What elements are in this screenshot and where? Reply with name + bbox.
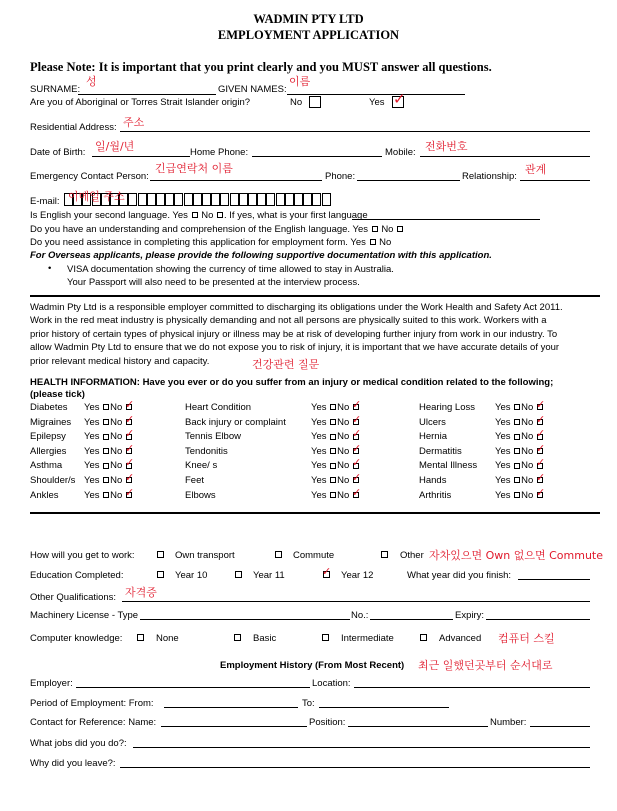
condition-yes-no (495, 457, 546, 472)
condition-yes-checkbox[interactable] (103, 448, 109, 454)
condition-yes-no (84, 413, 135, 428)
yes-label: Yes (495, 402, 511, 413)
condition-label: Back injury or complaint (185, 416, 286, 428)
condition-label: Diabetes (30, 402, 68, 413)
no-label: No (521, 489, 534, 501)
condition-yes-checkbox[interactable] (514, 434, 520, 440)
condition-no-checkbox[interactable] (535, 399, 546, 413)
condition-no-checkbox[interactable] (535, 413, 546, 428)
emergency-field[interactable] (150, 180, 322, 181)
statement-line: Work in the red meat industry is physically demanding and not all persons are physically suited to this work. Workers with a (30, 315, 547, 327)
no-label: No (337, 475, 350, 486)
no-label: No (521, 431, 534, 443)
yes-label: Yes (311, 489, 327, 501)
given-names-label: GIVEN NAMES: (218, 84, 287, 95)
condition-label: Ulcers (419, 416, 446, 428)
home-phone-label: Home Phone: (190, 147, 249, 158)
company-name: WADMIN PTY LTD (253, 12, 364, 26)
other-transport-checkbox[interactable] (381, 551, 388, 558)
condition-no-checkbox[interactable] (351, 399, 362, 413)
email-char-box[interactable] (285, 193, 294, 206)
statement-line: allow Wadmin Pty Ltd to ensure that we do not expose you to risk of injury, it is important that we have accurate details of your (30, 342, 560, 354)
no-label: No (521, 460, 534, 472)
condition-no-checkbox[interactable] (351, 472, 362, 486)
no-label: No (110, 402, 123, 413)
condition-label: Arthritis (419, 489, 452, 501)
relationship-label: Relationship: (462, 171, 517, 182)
computer-basic-label: Basic (253, 633, 277, 644)
yes-label: Yes (311, 402, 327, 413)
email-char-box[interactable] (165, 193, 174, 206)
tick-icon: ✓ (535, 428, 546, 441)
email-char-box[interactable] (147, 193, 156, 206)
email-char-box[interactable] (294, 193, 303, 206)
year12-label: Year 12 (341, 570, 374, 581)
computer-advanced-label: Advanced (439, 633, 482, 644)
employment-heading: Employment History (From Most Recent) (220, 660, 405, 671)
condition-yes-no (84, 399, 135, 413)
no-label: No (337, 445, 350, 457)
condition-yes-no (84, 428, 135, 443)
computer-advanced-checkbox[interactable] (420, 634, 427, 641)
condition-no-checkbox[interactable] (124, 457, 135, 471)
statement-line: Wadmin Pty Ltd is a responsible employer committed to discharging its obligations under the Work Health and Safety Act 2011. (30, 302, 563, 313)
condition-yes-no (311, 472, 362, 486)
important-note: Please Note: It is important that you print clearly and you MUST answer all questions. (30, 60, 492, 74)
yes-label: Yes (311, 416, 327, 428)
machinery-no-field[interactable] (370, 619, 453, 620)
english-second-yes-checkbox[interactable] (192, 212, 198, 218)
condition-yes-checkbox[interactable] (103, 463, 109, 469)
relationship-value: 관계 (525, 163, 547, 176)
assistance-yes-checkbox[interactable] (370, 239, 376, 245)
condition-no-checkbox[interactable] (351, 428, 362, 442)
own-transport-checkbox[interactable] (157, 551, 164, 558)
machinery-label: Machinery License - Type (30, 610, 139, 621)
computer-none-label: None (156, 633, 179, 644)
transport-label: How will you get to work: (30, 550, 135, 561)
reference-position-field[interactable] (348, 726, 488, 727)
condition-label: Elbows (185, 489, 216, 501)
condition-label: Feet (185, 475, 205, 486)
condition-yes-checkbox[interactable] (514, 492, 520, 498)
statement-note: 건강관련 질문 (252, 358, 320, 371)
no-label: No (521, 416, 534, 428)
tick-icon: ✓ (351, 486, 362, 499)
english-understanding-yes-checkbox[interactable] (372, 226, 378, 232)
tick-icon: ✓ (124, 472, 135, 484)
condition-yes-no (495, 413, 546, 428)
email-char-box[interactable] (220, 193, 229, 206)
given-names-field[interactable] (287, 94, 465, 95)
condition-yes-no (84, 457, 135, 472)
period-label: Period of Employment: From: (30, 698, 154, 709)
yes-label: Yes (495, 489, 511, 501)
email-char-box[interactable] (193, 193, 202, 206)
condition-label: Shoulder/s (30, 475, 76, 486)
email-char-box[interactable] (312, 193, 321, 206)
machinery-type-field[interactable] (140, 619, 350, 620)
condition-yes-no (311, 399, 362, 413)
no-label: No (337, 431, 350, 443)
condition-label: Tennis Elbow (185, 431, 241, 443)
tick-icon: ✓ (535, 399, 546, 411)
email-value: 이메일 주소 (68, 190, 125, 203)
statement-line: prior history of certain types of physical injury or illness may be at risk of developing further injury from work in our industry. To (30, 328, 558, 340)
period-to-label: To: (302, 698, 315, 709)
no-label: No (337, 402, 350, 413)
employer-field[interactable] (76, 687, 310, 688)
tick-icon: ✓ (535, 472, 546, 484)
expiry-field[interactable] (486, 619, 590, 620)
no-label: No (110, 416, 123, 428)
english-understanding-no-checkbox[interactable] (397, 226, 403, 232)
qualifications-value: 자격증 (125, 586, 157, 599)
yes-label: Yes (84, 489, 100, 501)
email-char-box[interactable] (174, 193, 183, 206)
yes-label: Yes (311, 460, 327, 472)
computer-basic-checkbox[interactable] (234, 634, 241, 641)
tick-icon: ✓ (351, 442, 362, 455)
condition-no-checkbox[interactable] (351, 442, 362, 457)
computer-label: Computer knowledge: (30, 633, 123, 644)
condition-label: Allergies (30, 445, 67, 457)
condition-label: Asthma (30, 460, 63, 472)
condition-yes-checkbox[interactable] (103, 419, 109, 425)
employment-heading-note: 최근 일했던곳부터 순서대로 (418, 659, 553, 672)
surname-field[interactable] (78, 94, 216, 95)
surname-label: SURNAME: (30, 84, 81, 95)
reference-position-label: Position: (309, 717, 346, 728)
leave-label: Why did you leave?: (30, 758, 116, 769)
condition-label: Dermatitis (419, 445, 462, 457)
condition-no-checkbox[interactable] (351, 457, 362, 471)
yes-label: Yes (84, 445, 100, 457)
condition-label: Tendonitis (185, 445, 228, 457)
condition-label: Epilepsy (30, 431, 66, 443)
tick-icon: ✓ (535, 442, 546, 455)
computer-intermediate-label: Intermediate (341, 633, 394, 644)
condition-yes-checkbox[interactable] (514, 448, 520, 454)
relationship-field[interactable] (520, 180, 590, 181)
yes-label: Yes (495, 416, 511, 428)
condition-no-checkbox[interactable] (124, 413, 135, 428)
year10-label: Year 10 (175, 570, 208, 581)
finish-year-label: What year did you finish: (407, 570, 512, 581)
condition-yes-checkbox[interactable] (330, 434, 336, 440)
qualifications-field[interactable] (122, 601, 590, 602)
yes-label: Yes (84, 416, 100, 428)
mobile-label: Mobile: (385, 147, 416, 158)
own-transport-label: Own transport (175, 550, 235, 561)
emergency-phone-field[interactable] (357, 180, 460, 181)
no-label: No (110, 460, 123, 472)
emergency-value: 긴급연락처 이름 (155, 162, 233, 175)
yes-label: Yes (495, 460, 511, 472)
condition-yes-checkbox[interactable] (514, 463, 520, 469)
computer-note: 컴퓨터 스킬 (498, 632, 555, 645)
condition-yes-no (311, 413, 362, 428)
year10-checkbox[interactable] (157, 571, 164, 578)
tick-icon: ✓ (351, 399, 362, 411)
tick-icon: ✓ (351, 472, 362, 484)
condition-yes-no (495, 472, 546, 486)
tick-icon: ✓ (535, 457, 546, 470)
tick-icon: ✓ (351, 428, 362, 441)
emergency-label: Emergency Contact Person: (30, 171, 149, 182)
english-understanding-question: Do you have an understanding and comprehension of the English language. Yes No (30, 224, 404, 235)
email-char-box[interactable] (211, 193, 220, 206)
dob-field[interactable] (92, 156, 190, 157)
condition-yes-checkbox[interactable] (330, 404, 336, 410)
mobile-value: 전화번호 (425, 140, 468, 153)
location-field[interactable] (354, 687, 590, 688)
email-char-box[interactable] (202, 193, 211, 206)
email-char-box[interactable] (276, 193, 285, 206)
email-label: E-mail: (30, 196, 60, 207)
condition-yes-no (311, 428, 362, 443)
tick-icon: ✓ (124, 486, 135, 499)
condition-yes-checkbox[interactable] (330, 477, 336, 483)
email-char-box[interactable] (303, 193, 312, 206)
email-char-box[interactable] (184, 193, 193, 206)
condition-yes-checkbox[interactable] (330, 448, 336, 454)
email-char-box[interactable] (257, 193, 266, 206)
reference-name-field[interactable] (161, 726, 307, 727)
passport-requirement: Your Passport will also need to be presented at the interview process. (67, 277, 360, 288)
condition-yes-checkbox[interactable] (330, 492, 336, 498)
yes-label: Yes (84, 460, 100, 472)
reference-name-label: Contact for Reference: Name: (30, 717, 157, 728)
condition-yes-checkbox[interactable] (330, 463, 336, 469)
tick-icon: ✓ (535, 413, 546, 426)
tick-icon: ✓ (535, 486, 546, 499)
condition-yes-no (311, 486, 362, 501)
condition-yes-checkbox[interactable] (330, 419, 336, 425)
no-label: No (521, 402, 534, 413)
no-label: No (110, 445, 123, 457)
tick-icon: ✓ (124, 428, 135, 441)
yes-label: Yes (311, 445, 327, 457)
computer-intermediate-checkbox[interactable] (322, 634, 329, 641)
condition-yes-no (84, 442, 135, 457)
year11-checkbox[interactable] (235, 571, 242, 578)
condition-no-checkbox[interactable] (124, 399, 135, 413)
address-value: 주소 (123, 116, 145, 129)
no-label: No (521, 445, 534, 457)
condition-yes-checkbox[interactable] (514, 477, 520, 483)
aboriginal-no-checkbox[interactable] (309, 96, 321, 108)
other-transport-label: Other (400, 550, 424, 561)
mobile-field[interactable] (420, 156, 590, 157)
email-char-box[interactable] (266, 193, 275, 206)
condition-no-checkbox[interactable] (535, 472, 546, 486)
condition-label: Migraines (30, 416, 72, 428)
condition-yes-checkbox[interactable] (514, 404, 520, 410)
condition-yes-no (495, 486, 546, 501)
condition-no-checkbox[interactable] (124, 472, 135, 486)
yes-label: Yes (311, 475, 327, 486)
condition-no-checkbox[interactable] (535, 486, 546, 501)
computer-none-checkbox[interactable] (137, 634, 144, 641)
condition-yes-no (311, 457, 362, 472)
health-heading: HEALTH INFORMATION: Have you ever or do you suffer from an injury or medical condition related to the following; (30, 377, 554, 388)
no-label: No (110, 475, 123, 486)
yes-label: Yes (84, 431, 100, 443)
leave-field[interactable] (120, 767, 590, 768)
home-phone-field[interactable] (252, 156, 382, 157)
period-to-field[interactable] (319, 707, 449, 708)
reference-number-field[interactable] (530, 726, 590, 727)
employer-label: Employer: (30, 678, 73, 689)
no-label: No (110, 489, 123, 501)
condition-no-checkbox[interactable] (351, 486, 362, 501)
statement-line: prior relevant medical history and capacity. (30, 355, 210, 367)
condition-yes-checkbox[interactable] (103, 404, 109, 410)
condition-yes-no (311, 442, 362, 457)
no-label: No (110, 431, 123, 443)
tick-icon: ✓ (124, 442, 135, 455)
period-from-field[interactable] (164, 707, 298, 708)
overseas-heading: For Overseas applicants, please provide the following supportive documentation with this application. (30, 250, 492, 261)
email-char-box[interactable] (230, 193, 239, 206)
year11-label: Year 11 (253, 570, 285, 581)
no-label: No (337, 460, 350, 472)
condition-yes-no (495, 399, 546, 413)
condition-label: Mental Illness (419, 460, 478, 472)
commute-checkbox[interactable] (275, 551, 282, 558)
yes-label: Yes (84, 402, 100, 413)
condition-yes-no (84, 486, 135, 501)
jobs-label: What jobs did you do?: (30, 738, 127, 749)
english-second-question: Is English your second language. Yes No . If yes, what is your first language (30, 210, 368, 221)
transport-note: 자차있으면 Own 없으면 Commute (429, 549, 604, 562)
condition-yes-checkbox[interactable] (103, 477, 109, 483)
no-label: No (337, 416, 350, 428)
condition-label: Hands (419, 475, 447, 486)
condition-no-checkbox[interactable] (535, 457, 546, 471)
first-language-field[interactable] (352, 219, 540, 220)
email-char-box[interactable] (156, 193, 165, 206)
condition-yes-checkbox[interactable] (514, 419, 520, 425)
email-char-box[interactable] (248, 193, 257, 206)
dob-label: Date of Birth: (30, 147, 86, 158)
yes-label: Yes (311, 431, 327, 443)
condition-yes-checkbox[interactable] (103, 434, 109, 440)
location-label: Location: (312, 678, 351, 689)
year12-tick-icon: ✓ (322, 566, 332, 578)
section-divider (30, 512, 600, 514)
condition-label: Hernia (419, 431, 447, 443)
expiry-label: Expiry: (455, 610, 485, 621)
email-char-box[interactable] (138, 193, 147, 206)
condition-yes-no (84, 472, 135, 486)
dob-value: 일/월/년 (95, 140, 135, 153)
jobs-field[interactable] (133, 747, 590, 748)
email-char-box[interactable] (239, 193, 248, 206)
condition-label: Heart Condition (185, 402, 252, 413)
condition-no-checkbox[interactable] (124, 486, 135, 501)
no-label: No (337, 489, 350, 501)
condition-label: Hearing Loss (419, 402, 475, 413)
yes-label: Yes (495, 431, 511, 443)
tick-icon: ✓ (124, 457, 135, 470)
emergency-phone-label: Phone: (325, 171, 356, 182)
section-divider (30, 295, 600, 297)
given-names-value: 이름 (289, 75, 311, 88)
tick-icon: ✓ (351, 413, 362, 426)
condition-no-checkbox[interactable] (535, 428, 546, 442)
condition-no-checkbox[interactable] (351, 413, 362, 428)
machinery-no-label: No.: (351, 610, 369, 621)
tick-icon: ✓ (351, 457, 362, 470)
condition-label: Ankles (30, 489, 59, 501)
aboriginal-question: Are you of Aboriginal or Torres Strait Islander origin? (30, 97, 251, 108)
bullet-icon: • (48, 263, 52, 274)
health-subheading: (please tick) (30, 389, 85, 400)
email-char-box[interactable] (322, 193, 331, 206)
tick-icon: ✓ (124, 413, 135, 426)
aboriginal-yes-label: Yes (369, 97, 385, 108)
email-char-box[interactable] (128, 193, 137, 206)
address-label: Residential Address: (30, 122, 117, 133)
condition-yes-no (495, 428, 546, 443)
assistance-question: Do you need assistance in completing this application for employment form. Yes No (30, 237, 392, 248)
condition-label: Knee/ s (185, 460, 218, 472)
yes-label: Yes (495, 445, 511, 457)
yes-label: Yes (84, 475, 100, 486)
qualifications-label: Other Qualifications: (30, 592, 117, 603)
finish-year-field[interactable] (518, 579, 590, 580)
yes-label: Yes (495, 475, 511, 486)
condition-yes-checkbox[interactable] (103, 492, 109, 498)
form-title: EMPLOYMENT APPLICATION (217, 28, 400, 42)
commute-label: Commute (293, 550, 335, 561)
education-label: Education Completed: (30, 570, 124, 581)
condition-no-checkbox[interactable] (535, 442, 546, 457)
condition-no-checkbox[interactable] (124, 442, 135, 457)
english-second-no-checkbox[interactable] (217, 212, 223, 218)
visa-requirement: VISA documentation showing the currency of time allowed to stay in Australia. (67, 264, 394, 275)
condition-no-checkbox[interactable] (124, 428, 135, 442)
address-field[interactable] (120, 131, 590, 132)
surname-value: 성 (86, 75, 97, 88)
aboriginal-no-label: No (290, 97, 303, 108)
aboriginal-yes-tick-icon: ✓ (393, 91, 406, 108)
condition-yes-no (495, 442, 546, 457)
reference-number-label: Number: (490, 717, 527, 728)
no-label: No (521, 475, 534, 486)
tick-icon: ✓ (124, 399, 135, 411)
